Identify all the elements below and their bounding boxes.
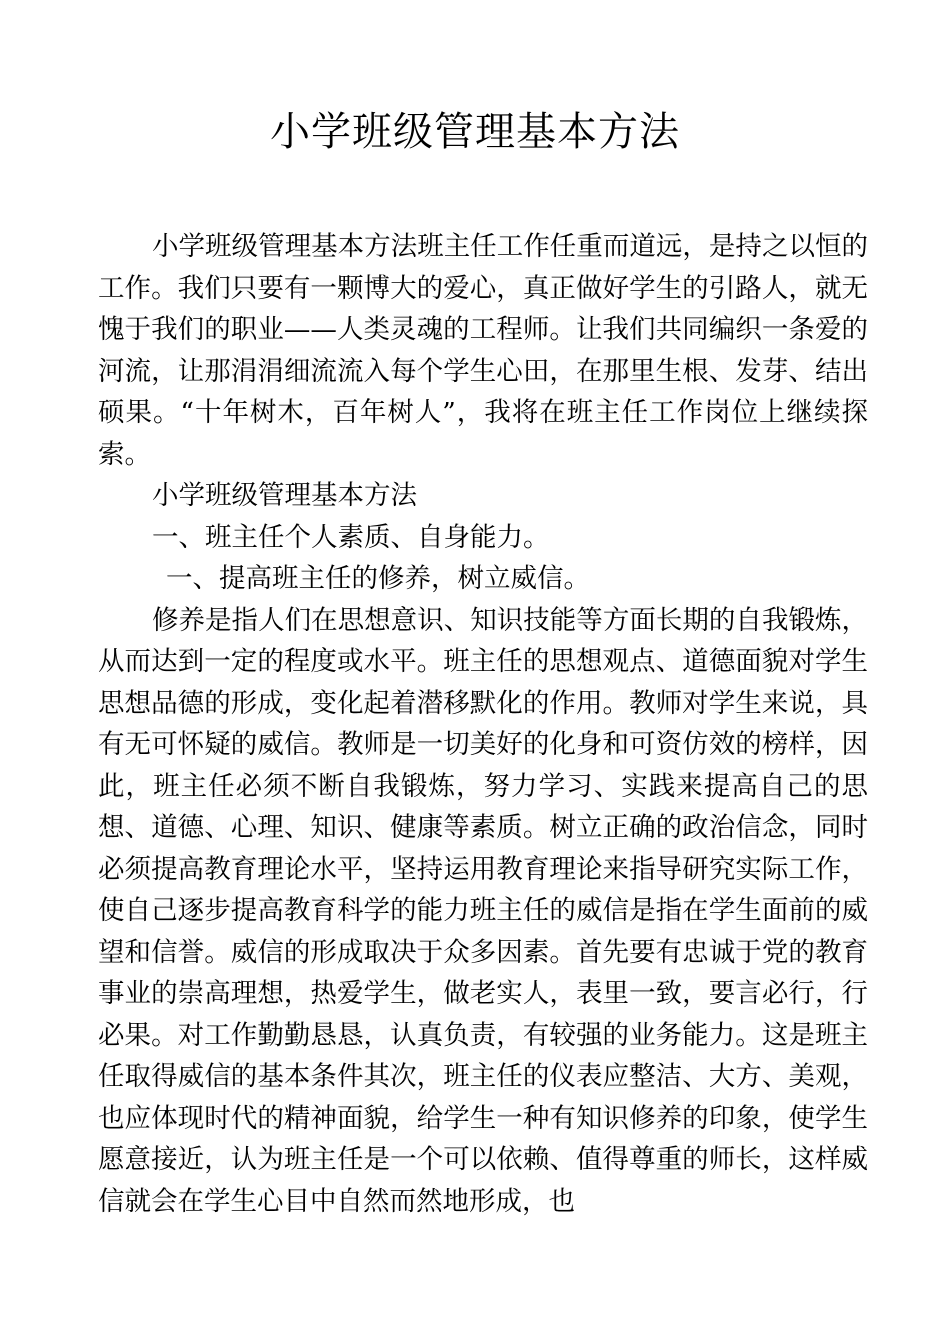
paragraph-intro: 小学班级管理基本方法班主任工作任重而道远，是持之以恒的工作。我们只要有一颗博大的爱心，真正做好学生的引路人，就无愧于我们的职业——人类灵魂的工程师。让我们共同编织一条爱的河流，让那涓涓细流流入每个学生心田，在那里生根、发芽、结出硕果。“十年树木，百年树人”，我将在班主任工作岗位上继续探索。 (98, 231, 868, 470)
section-heading-1: 一、班主任个人素质、自身能力。 (152, 521, 550, 553)
page-title: 小学班级管理基本方法 (270, 109, 680, 155)
paragraph-cultivation: 修养是指人们在思想意识、知识技能等方面长期的自我锻炼，从而达到一定的程度或水平。班主任的思想观点、道德面貌对学生思想品德的形成，变化起着潜移默化的作用。教师对学生来说，具有无可怀疑的威信。教师是一切美好的化身和可资仿效的榜样，因此，班主任必须不断自我锻炼，努力学习、实践来提高自己的思想、道德、心理、知识、健康等素质。树立正确的政治信念，同时必须提高教育理论水平，坚持运用教育理论来指导研究实际工作，使自己逐步提高教育科学的能力班主任的威信是指在学生面前的威望和信誉。威信的形成取决于众多因素。首先要有忠诚于党的教育事业的崇高理想，热爱学生，做老实人，表里一致，要言必行，行必果。对工作勤勤恳恳，认真负责，有较强的业务能力。这是班主任取得威信的基本条件其次，班主任的仪表应整洁、大方、美观，也应体现时代的精神面貌，给学生一种有知识修养的印象，使学生愿意接近，认为班主任是一个可以依赖、值得尊重的师长，这样威信就会在学生心目中自然而然地形成，也 (98, 604, 868, 1217)
section-heading: 小学班级管理基本方法 (152, 480, 417, 511)
subsection-heading-1: 一、提高班主任的修养，树立威信。 (166, 563, 590, 594)
document-body (98, 226, 868, 1222)
